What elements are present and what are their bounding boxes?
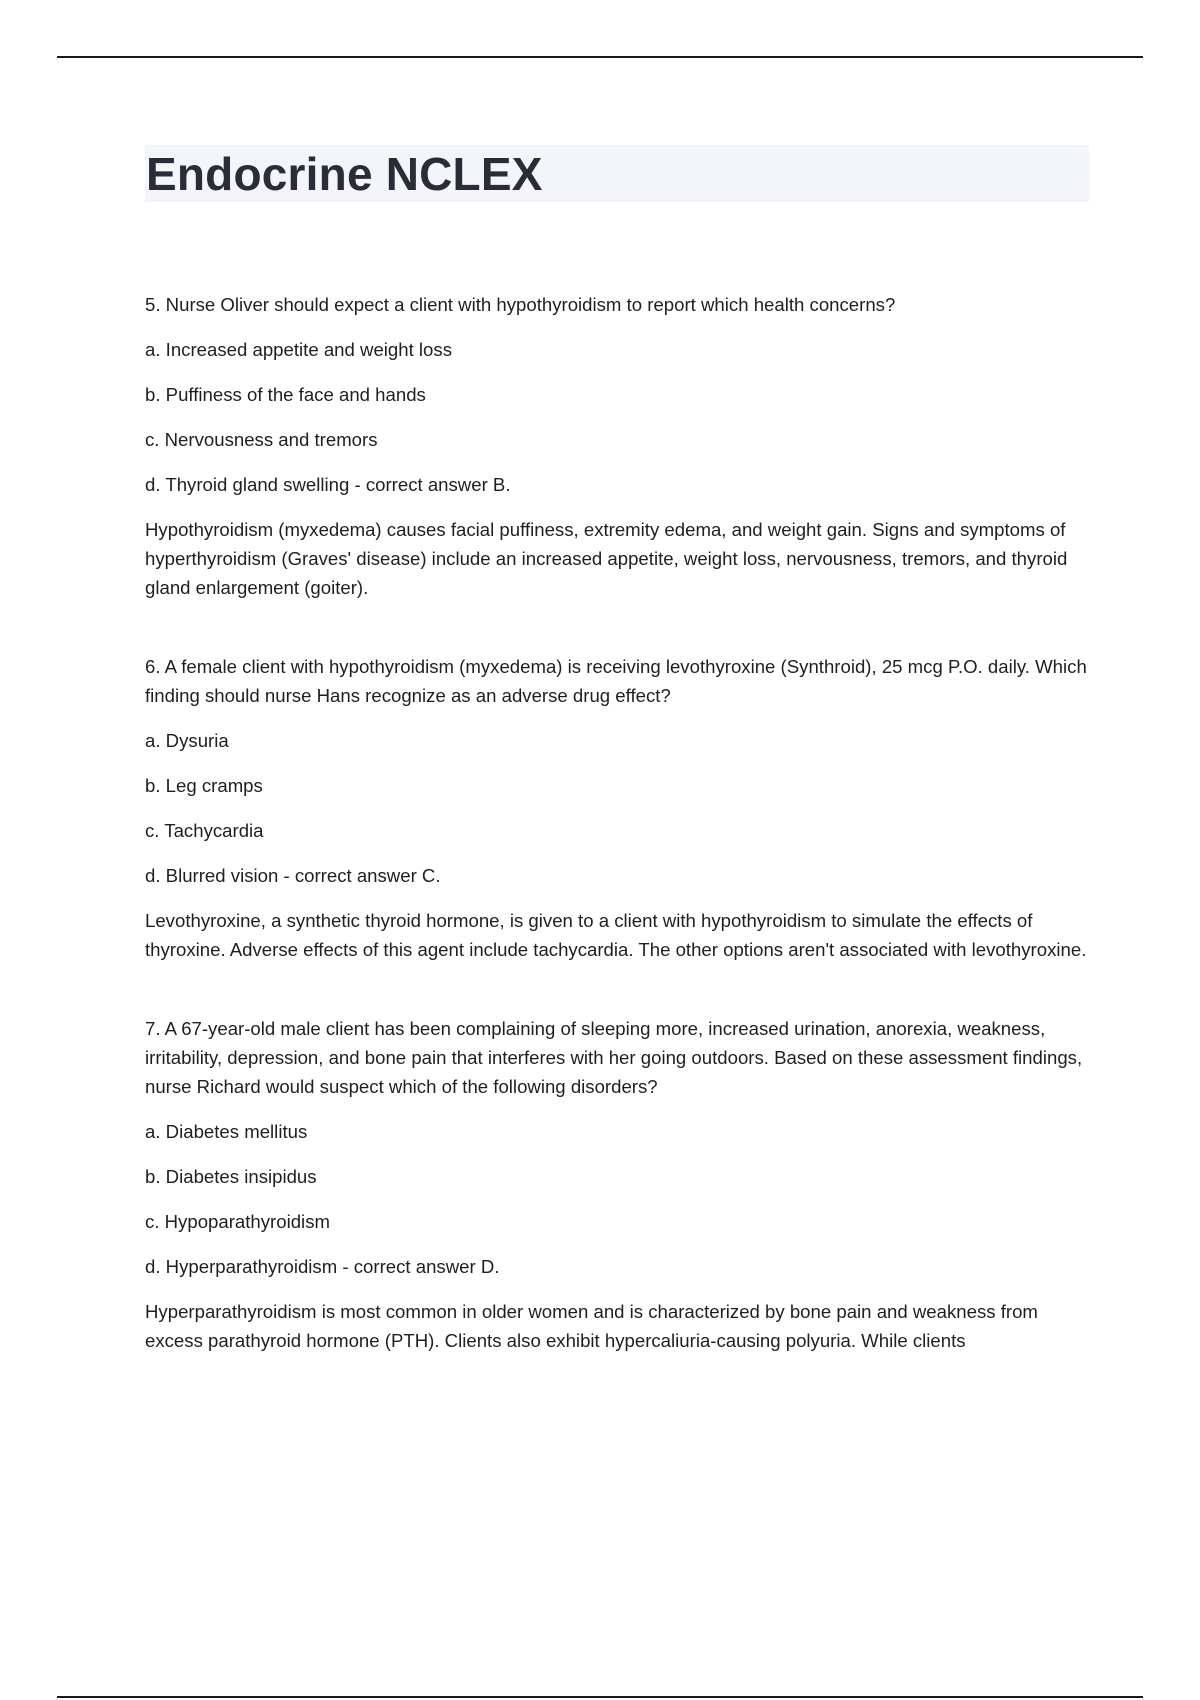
question-5 (145, 290, 1089, 602)
option-b: b. Leg cramps (145, 775, 263, 796)
top-rule (57, 56, 1143, 58)
question-7 (145, 1014, 1089, 1355)
option-c: c. Nervousness and tremors (145, 429, 378, 450)
option-c: c. Hypoparathyroidism (145, 1211, 330, 1232)
question-6 (145, 652, 1089, 964)
bottom-rule (57, 1696, 1143, 1698)
option-a: a. Increased appetite and weight loss (145, 339, 452, 360)
question-text: 5. Nurse Oliver should expect a client with hypothyroidism to report which health concerns? (145, 294, 896, 315)
option-a: a. Dysuria (145, 730, 229, 751)
question-text: 6. A female client with hypothyroidism (myxedema) is receiving levothyroxine (Synthroid), 25 mcg P.O. daily. Which finding should nurse Hans recognize as an adverse drug effect? (145, 656, 1087, 706)
explanation: Levothyroxine, a synthetic thyroid hormone, is given to a client with hypothyroidism to simulate the effects of thyroxine. Adverse effects of this agent include tachycardia. The other options aren't associated with levothyroxine. (145, 910, 1087, 960)
option-c: c. Tachycardia (145, 820, 264, 841)
option-a: a. Diabetes mellitus (145, 1121, 308, 1142)
document-body (145, 290, 1089, 1355)
page-title: Endocrine NCLEX (146, 148, 543, 200)
option-b: b. Diabetes insipidus (145, 1166, 317, 1187)
option-d-answer: d. Blurred vision - correct answer C. (145, 865, 441, 886)
question-text: 7. A 67-year-old male client has been complaining of sleeping more, increased urination, anorexia, weakness, irritability, depression, and bone pain that interferes with her going outdoors. Based on these assessment findings, nurse Richard would suspect which of the following disorders? (145, 1018, 1083, 1097)
explanation: Hypothyroidism (myxedema) causes facial puffiness, extremity edema, and weight gain. Signs and symptoms of hyperthyroidism (Graves' disease) include an increased appetite, weight loss, nervousness, tremors, and thyroid gland enlargement (goiter). (145, 519, 1068, 598)
option-b: b. Puffiness of the face and hands (145, 384, 426, 405)
explanation: Hyperparathyroidism is most common in older women and is characterized by bone pain and weakness from excess parathyroid hormone (PTH). Clients also exhibit hypercaliuria-causing polyuria. While clients (145, 1301, 1038, 1351)
option-d-answer: d. Hyperparathyroidism - correct answer D. (145, 1256, 500, 1277)
option-d-answer: d. Thyroid gland swelling - correct answer B. (145, 474, 511, 495)
